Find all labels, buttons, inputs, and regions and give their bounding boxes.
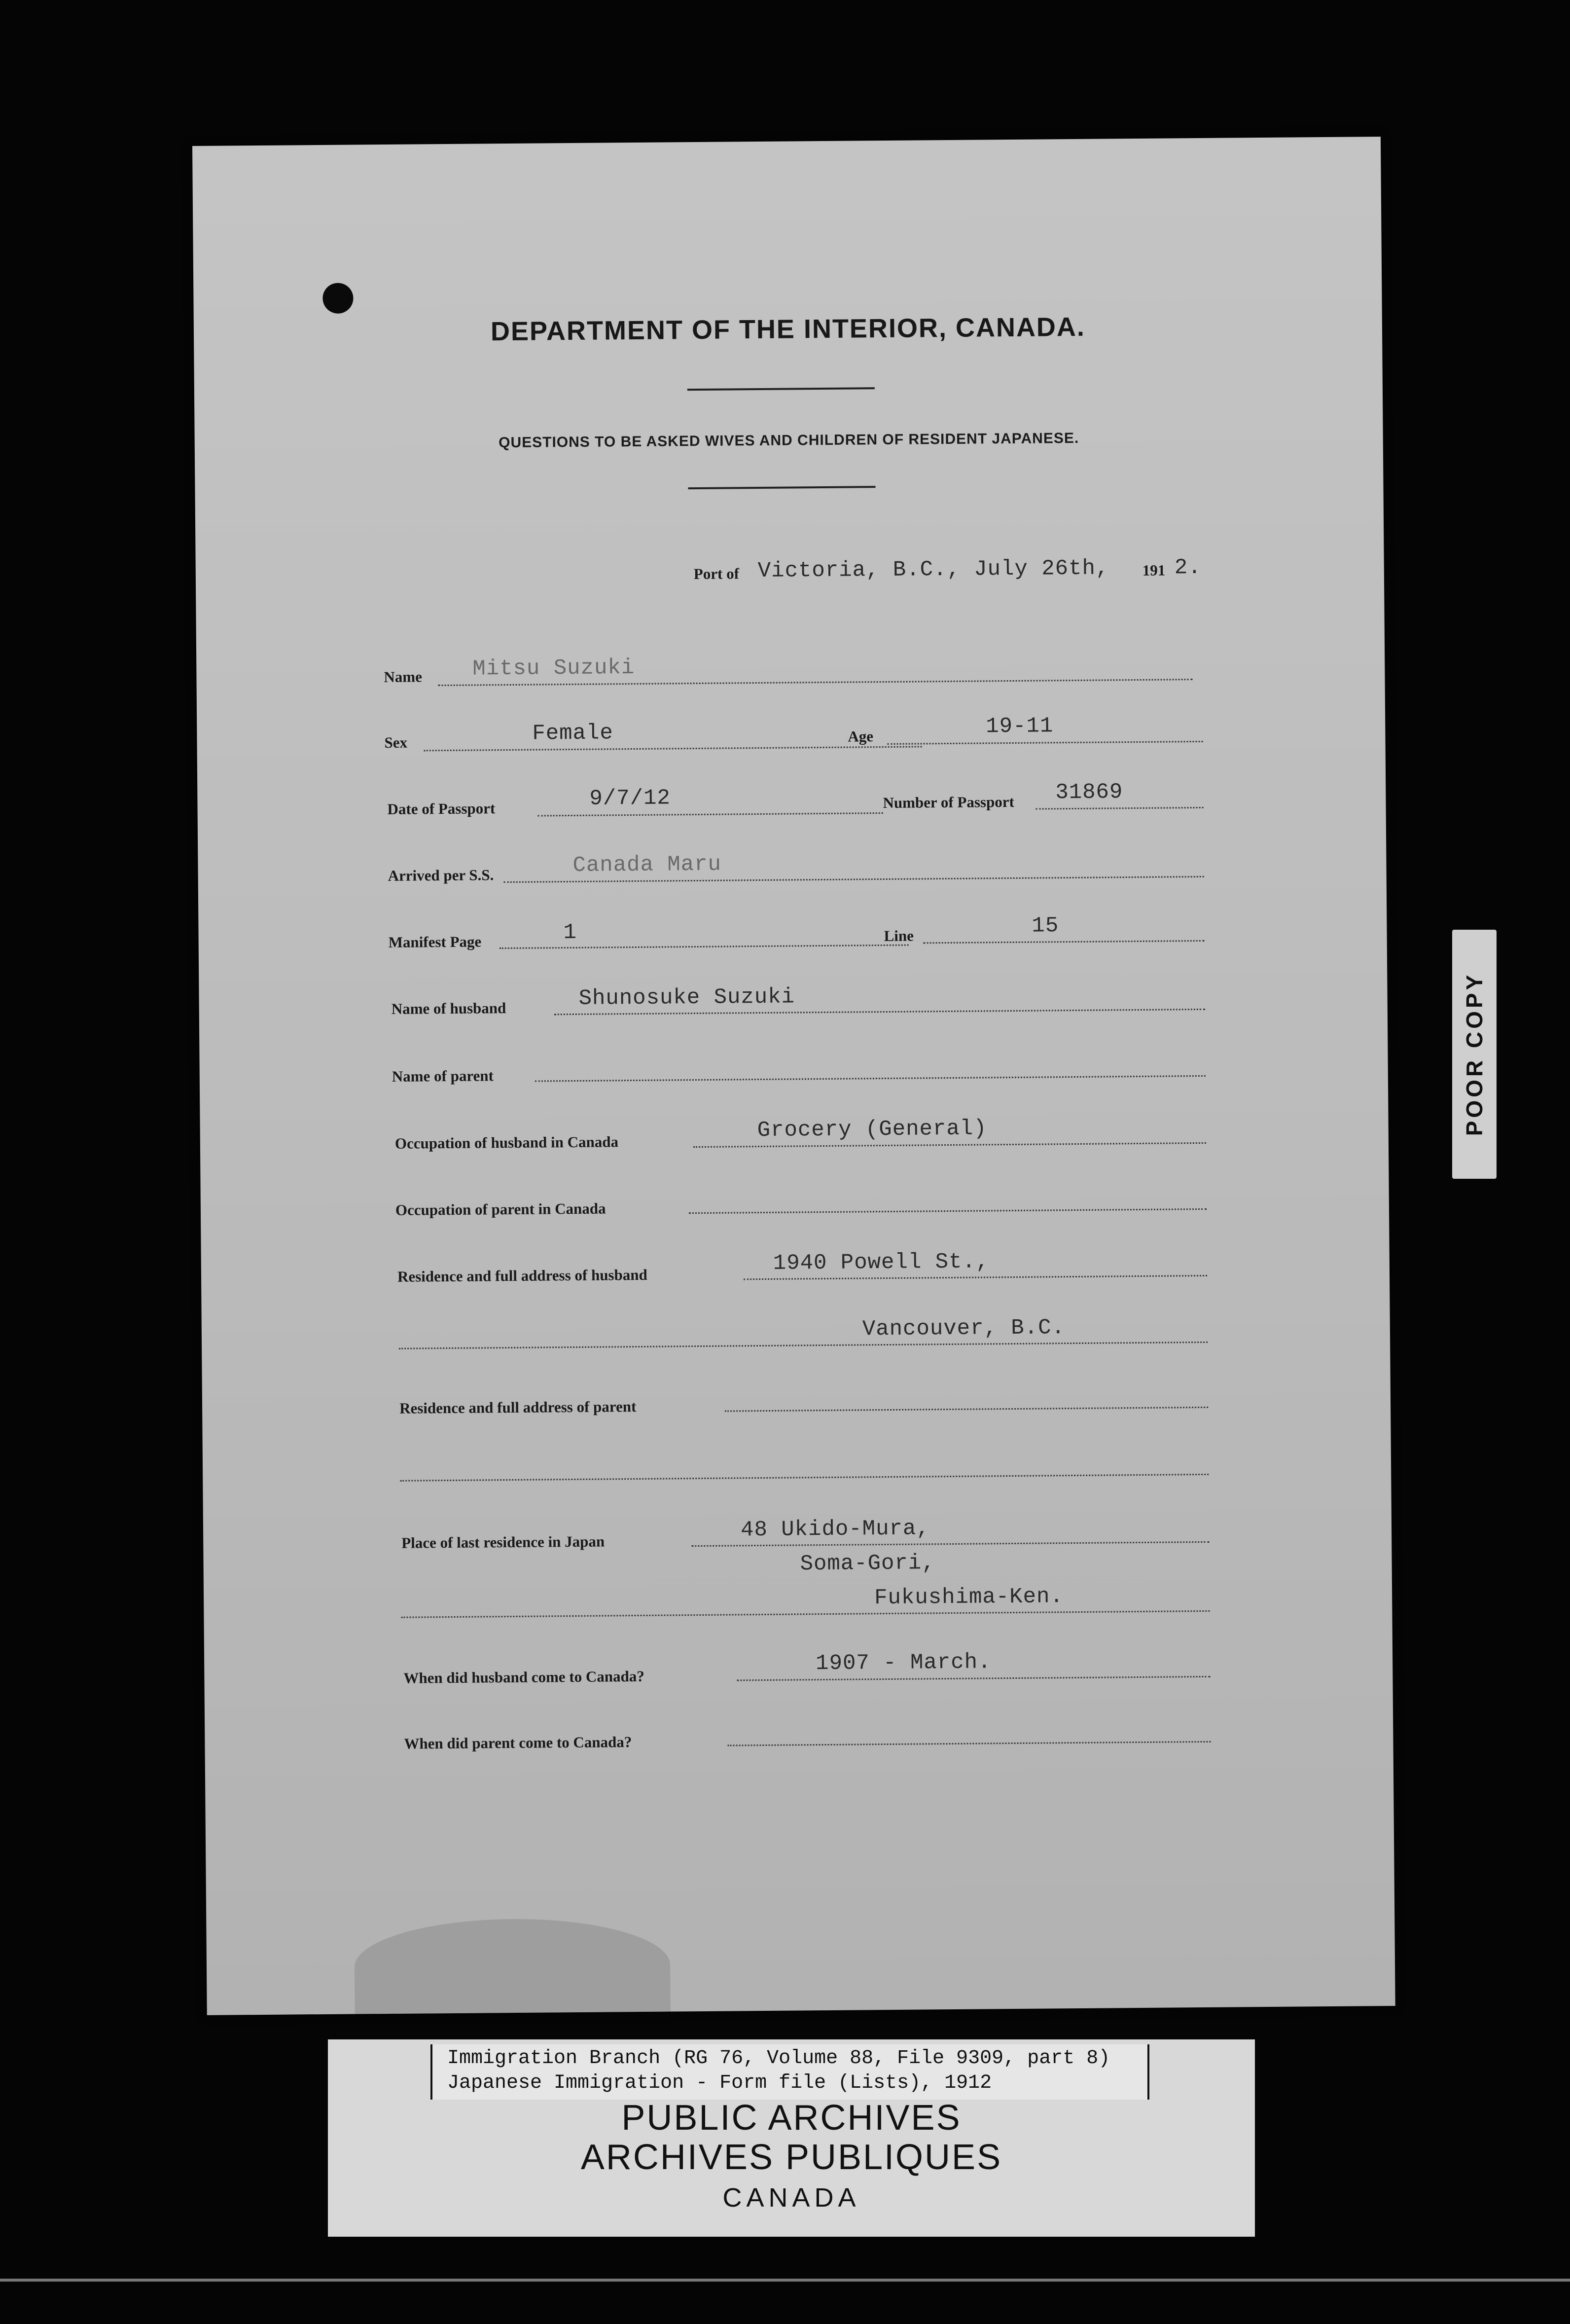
passport-number-line — [1036, 807, 1204, 810]
age-line — [888, 741, 1203, 745]
husband-arrival-value: 1907 - March. — [816, 1650, 992, 1676]
archive-reference-box — [430, 2044, 1149, 2100]
date-of-passport-label: Date of Passport — [387, 799, 496, 818]
parent-arrival-line — [727, 1741, 1211, 1746]
japan-residence-line3: Fukushima-Ken. — [874, 1584, 1064, 1611]
subtitle-rule — [688, 486, 875, 489]
arrived-per-value: Canada Maru — [572, 852, 722, 878]
port-label: Port of — [693, 565, 740, 583]
manifest-page-label: Manifest Page — [388, 933, 482, 951]
husband-residence-line-1 — [744, 1275, 1207, 1280]
husband-residence-label: Residence and full address of husband — [397, 1266, 647, 1285]
husband-name-value: Shunosuke Suzuki — [578, 984, 795, 1011]
line-line — [924, 940, 1205, 944]
form-sheet — [192, 137, 1395, 2015]
date-of-passport-line — [538, 812, 883, 816]
poor-copy-text: POOR COPY — [1462, 972, 1487, 1136]
manifest-page-value: 1 — [563, 920, 577, 945]
form-subtitle: QUESTIONS TO BE ASKED WIVES AND CHILDREN OF RESIDENT JAPANESE. — [499, 430, 1079, 451]
sex-label: Sex — [384, 733, 408, 751]
parent-arrival-label: When did parent come to Canada? — [404, 1733, 632, 1752]
parent-occupation-line — [689, 1208, 1207, 1214]
parent-name-line — [535, 1075, 1206, 1082]
line-value: 15 — [1032, 913, 1059, 939]
paper-stain — [354, 1918, 670, 2014]
punch-hole — [322, 283, 353, 313]
japan-residence-line-2 — [401, 1610, 1210, 1618]
archive-canada-text: CANADA — [722, 2183, 860, 2213]
husband-occupation-label: Occupation of husband in Canada — [394, 1133, 619, 1152]
husband-residence-line1: 1940 Powell St., — [773, 1249, 990, 1276]
name-value: Mitsu Suzuki — [472, 655, 635, 682]
husband-residence-line-2 — [399, 1342, 1208, 1349]
arrived-per-label: Arrived per S.S. — [388, 866, 494, 884]
parent-residence-line-1 — [725, 1407, 1208, 1412]
japan-residence-label: Place of last residence in Japan — [401, 1532, 605, 1552]
archive-reference-line2: Japanese Immigration - Form file (Lists), 1912 — [447, 2072, 992, 2094]
japan-residence-line2: Soma-Gori, — [800, 1551, 935, 1577]
port-value: Victoria, B.C., July 26th, — [757, 556, 1109, 584]
husband-arrival-line — [737, 1676, 1210, 1681]
japan-residence-line1: 48 Ukido-Mura, — [740, 1516, 930, 1543]
sex-value: Female — [532, 721, 614, 746]
age-value: 19-11 — [986, 714, 1054, 739]
husband-name-label: Name of husband — [391, 999, 506, 1017]
archives-publiques-title: ARCHIVES PUBLIQUES — [580, 2138, 1002, 2177]
husband-occupation-value: Grocery (General) — [757, 1116, 987, 1143]
department-title: DEPARTMENT OF THE INTERIOR, CANADA. — [490, 312, 1086, 347]
husband-occupation-line — [693, 1142, 1206, 1148]
passport-number-label: Number of Passport — [883, 793, 1015, 812]
archive-label-card — [328, 2039, 1255, 2237]
parent-name-label: Name of parent — [392, 1067, 494, 1085]
line-label: Line — [884, 927, 914, 945]
parent-occupation-label: Occupation of parent in Canada — [395, 1199, 606, 1219]
poor-copy-tag — [1452, 930, 1497, 1179]
film-edge — [0, 2279, 1570, 2282]
passport-number-value: 31869 — [1055, 780, 1123, 805]
public-archives-title: PUBLIC ARCHIVES — [621, 2098, 962, 2138]
manifest-page-line — [500, 944, 909, 949]
port-year-suffix: 2. — [1174, 555, 1202, 581]
husband-arrival-label: When did husband come to Canada? — [403, 1667, 644, 1687]
date-of-passport-value: 9/7/12 — [589, 786, 671, 811]
port-year-prefix: 191 — [1142, 561, 1166, 579]
parent-residence-label: Residence and full address of parent — [399, 1398, 637, 1417]
parent-residence-line-2 — [400, 1474, 1209, 1482]
age-label: Age — [848, 727, 874, 745]
archive-reference-line1: Immigration Branch (RG 76, Volume 88, File 9309, part 8) — [447, 2047, 1110, 2070]
sex-line — [424, 746, 922, 751]
name-label: Name — [384, 668, 423, 686]
husband-residence-line2: Vancouver, B.C. — [862, 1315, 1066, 1342]
title-rule — [687, 387, 875, 391]
